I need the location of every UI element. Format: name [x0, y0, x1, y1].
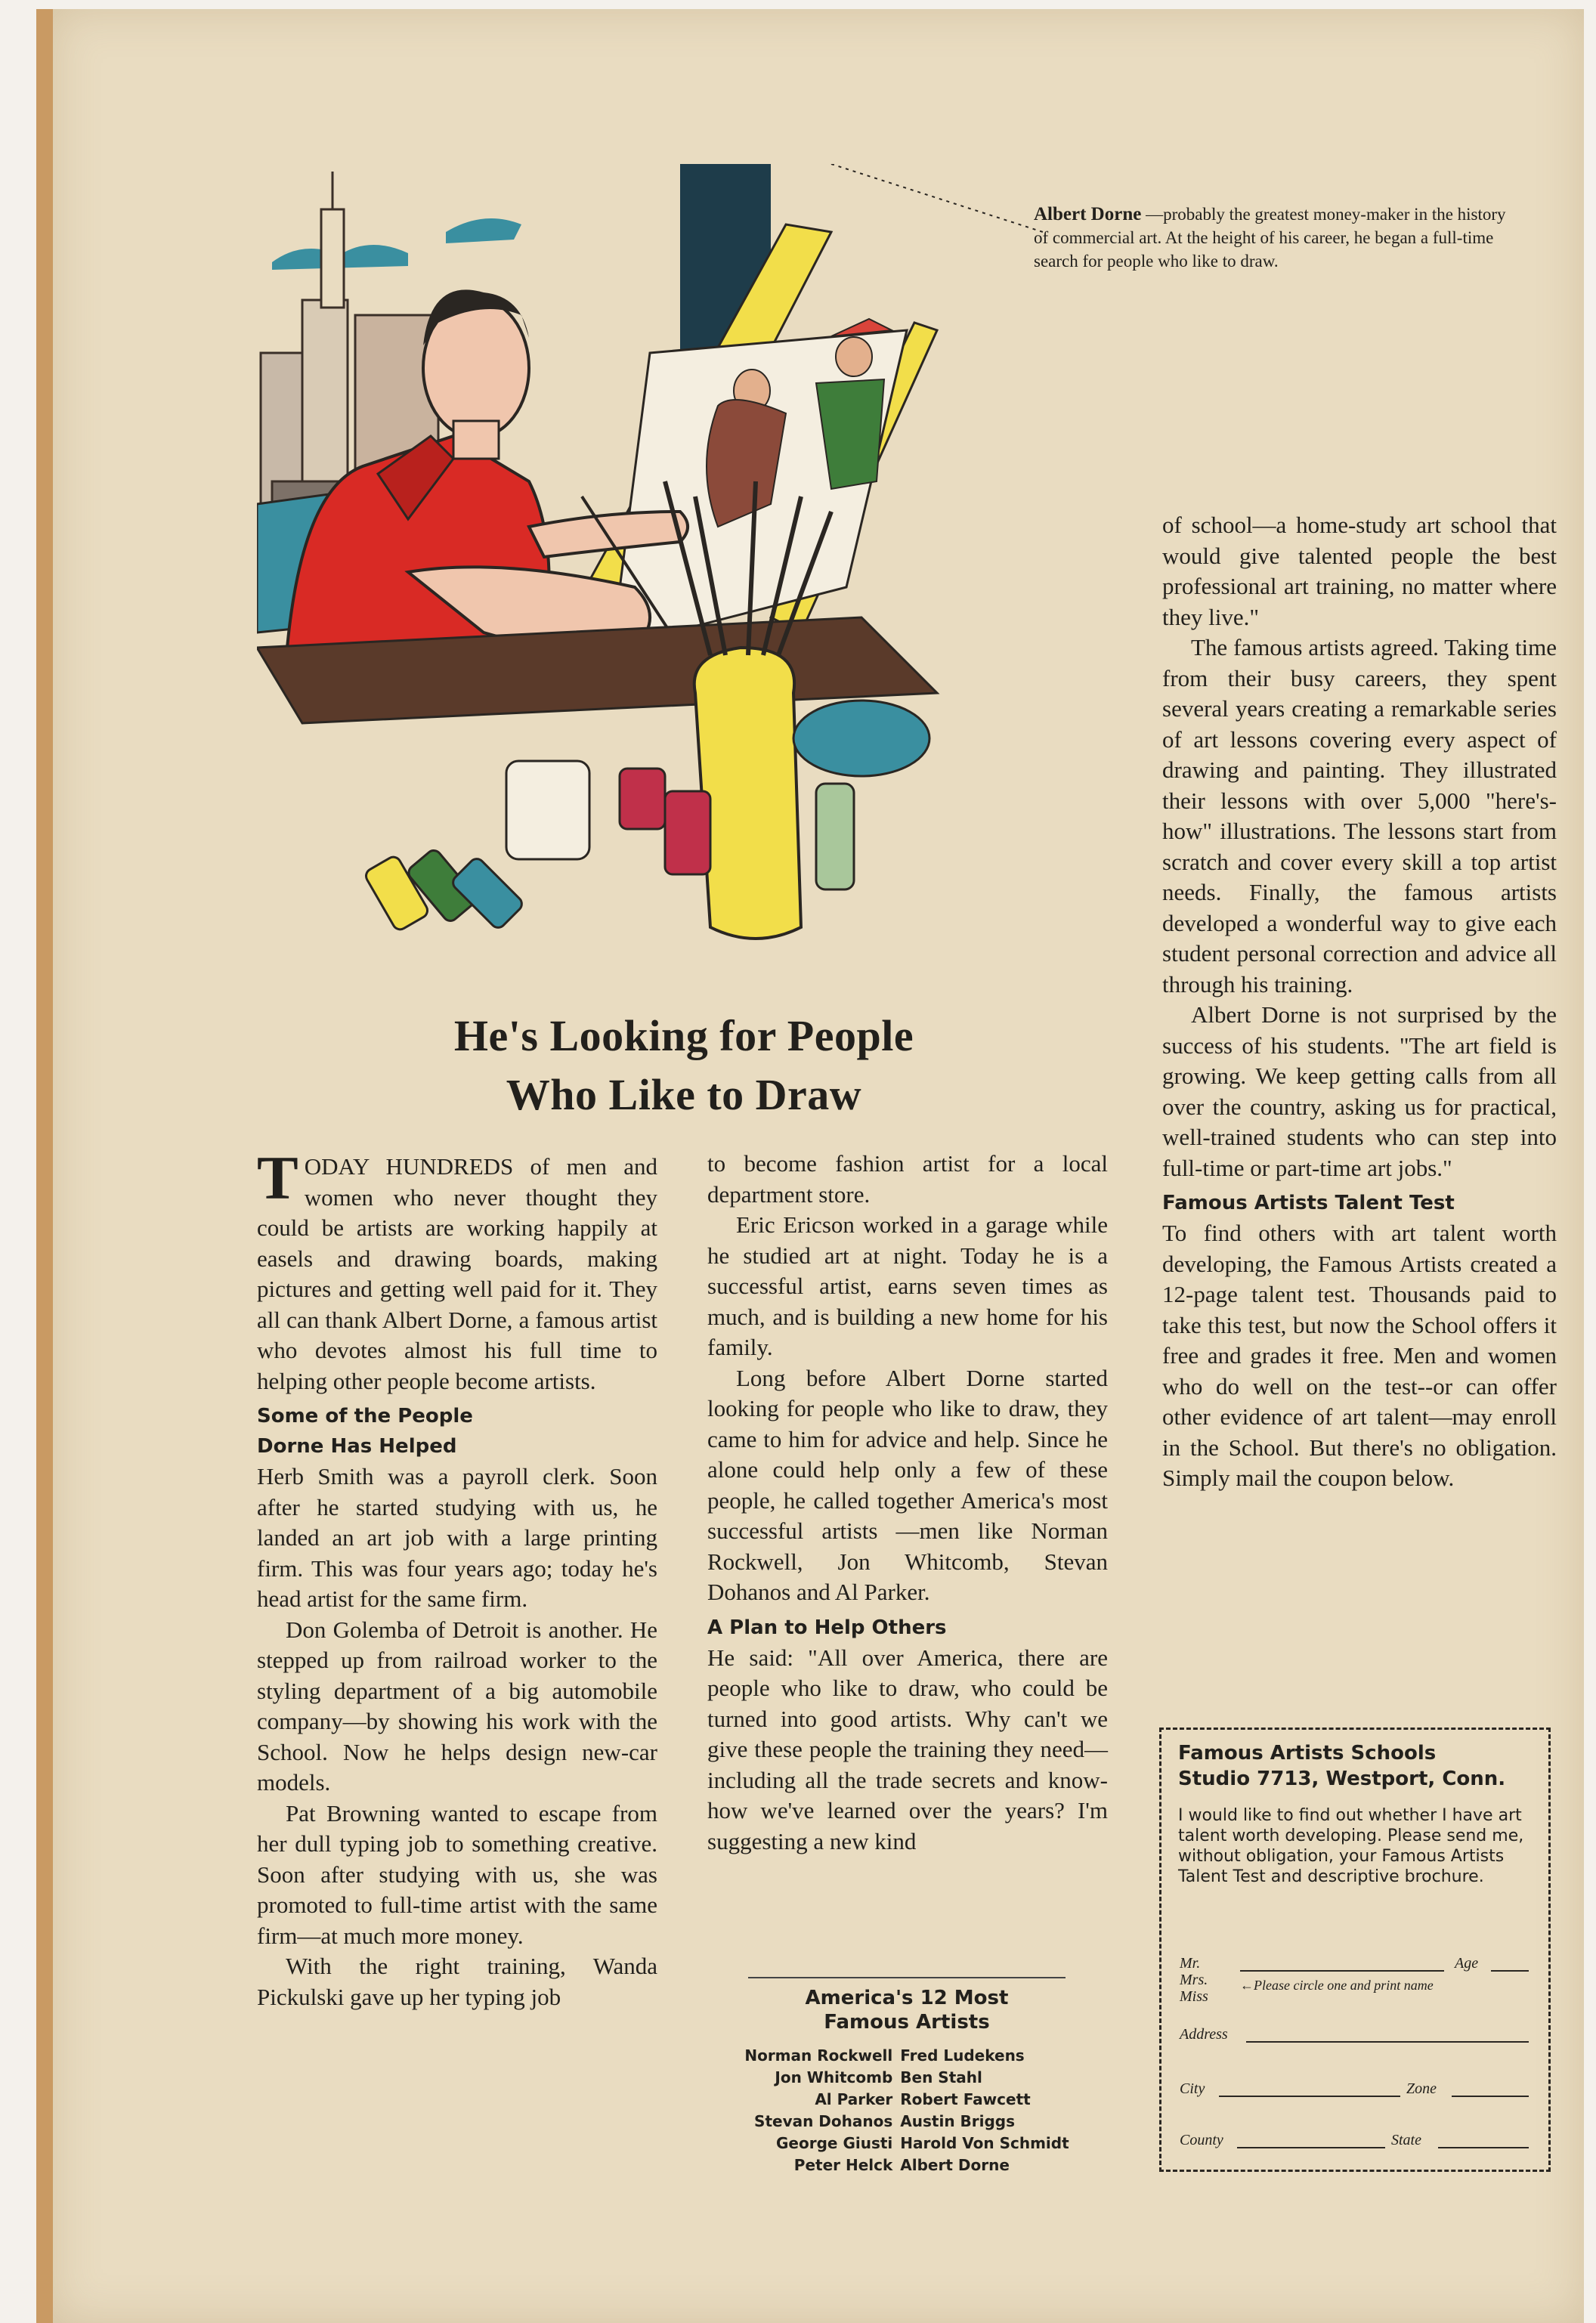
county-field[interactable]: [1237, 2147, 1385, 2148]
cloud-shape: [446, 218, 521, 243]
subhead-line-1: Some of the People: [257, 1405, 473, 1428]
artist-name: Al Parker: [815, 2090, 893, 2108]
intro-paragraph: [257, 1143, 657, 1397]
paragraph-wanda: With the right training, Wanda Pickulski gave up her typing job: [257, 1953, 657, 2010]
name-field[interactable]: [1240, 1970, 1444, 1972]
paint-supplies: [363, 701, 929, 932]
artist-name: George Giusti: [776, 2134, 893, 2152]
artist-row: [741, 2111, 1072, 2133]
address-label: Address: [1180, 2026, 1228, 2043]
state-field[interactable]: [1438, 2147, 1529, 2148]
title-options[interactable]: [1180, 1955, 1208, 2005]
coupon-studio-address: Studio 7713, Westport, Conn.: [1178, 1768, 1506, 1790]
article-column-3: [1162, 510, 1557, 1494]
coupon-body: I would like to find out whether I have art talent worth developing. Please send me, without obligation, your Famous Artists Talent Test and descriptive brochure.: [1178, 1806, 1524, 1886]
paragraph-long-before: Long before Albert Dorne started looking for people who like to draw, they came to him for advice and help. Since he alone could help only a few of these people, he called together America's most successful artists —men like Norman Rockwell, Jon Whitcomb, Stevan Dohanos and Al Parker.: [707, 1364, 1108, 1605]
artist-name: Harold Von Schmidt: [900, 2134, 1069, 2152]
artist-name: Stevan Dohanos: [754, 2112, 893, 2130]
paragraph-not-surprised: Albert Dorne is not surprised by the success of his students. "The art field is growing. We keep getting calls from all over the country, asking us for practical, well-trained students who can step into full-time or part-time art jobs.": [1162, 1001, 1557, 1181]
paragraph-of-school: of school—a home-study art school that would give talented people the best professional art training, no matter where they live.": [1162, 512, 1557, 630]
subhead-line-2: Dorne Has Helped: [257, 1435, 457, 1458]
artist-row: [741, 2067, 1072, 2089]
artist-name: Albert Dorne: [900, 2156, 1010, 2174]
artists-table: [741, 2045, 1072, 2176]
artist-row: [741, 2045, 1072, 2067]
paragraph-don-golemba: Don Golemba of Detroit is another. He stepped up from railroad worker to the styling department of a big automobile company—by showing his work with the School. Now he helps design new-car models.: [257, 1616, 657, 1796]
title-mr[interactable]: Mr.: [1180, 1955, 1201, 1972]
paragraph-talent-test: To find others with art talent worth developing, the Famous Artists created a 12-page talent test. Thousands paid to take this test, but now the School offers it free and grades it free. Men and women who do well on the test--or can offer other evidence of art talent—may enroll in the School. But there's no obligation. Simply mail the coupon below.: [1162, 1220, 1557, 1491]
subhead-plan: A Plan to Help Others: [707, 1616, 947, 1639]
city-label: City: [1180, 2080, 1205, 2097]
lead-words: ODAY HUNDREDS: [304, 1153, 514, 1180]
circle-note: ←Please circle one and print name: [1240, 1978, 1434, 1993]
paragraph-fashion: to become fashion artist for a local department store.: [707, 1150, 1108, 1208]
zone-field[interactable]: [1452, 2096, 1529, 2097]
artists-title-1: America's 12 Most: [805, 1987, 1009, 2009]
artist-row: [741, 2154, 1072, 2176]
artist-illustration: [257, 164, 1118, 1003]
zone-label: Zone: [1406, 2080, 1437, 2097]
paragraph-he-said: He said: "All over America, there are people who like to draw, who could be turned into good artists. Why can't we give these people the training they need—including all the trade secrets and know-how we've learned over the years? I'm suggesting a new kind: [707, 1644, 1108, 1854]
mail-coupon[interactable]: [1159, 1728, 1551, 2172]
artist-name: Robert Fawcett: [900, 2090, 1031, 2108]
artist-name: Fred Ludekens: [900, 2046, 1025, 2065]
coupon-school-name: Famous Artists Schools: [1178, 1742, 1437, 1765]
divider: [748, 1977, 1066, 1978]
paragraph-famous-artists-agreed: The famous artists agreed. Taking time from their busy careers, they spent several years creating a remarkable series of art lessons covering every aspect of drawing and painting. They illustrated their lessons with over 5,000 "here's-how" illustrations. The lessons start from scratch and cover every skill a top artist needs. Finally, the famous artists developed a wonderful way to give each student personal correction and advice all through his training.: [1162, 634, 1557, 998]
magazine-page: [36, 9, 1584, 2323]
caption-text: —probably the greatest money-maker in the history of commercial art. At the height of his career, he began a full-time search for people who like to draw.: [1034, 205, 1506, 271]
city-field[interactable]: [1219, 2096, 1400, 2097]
subhead-talent-test: Famous Artists Talent Test: [1162, 1192, 1455, 1214]
artists-title-2: Famous Artists: [824, 2011, 990, 2034]
address-field[interactable]: [1246, 2041, 1529, 2043]
state-label: State: [1391, 2132, 1421, 2148]
artist-name: Austin Briggs: [900, 2112, 1016, 2130]
artist-name: Jon Whitcomb: [775, 2068, 893, 2086]
famous-artists-list: [704, 1977, 1109, 2176]
article-column-2: [707, 1149, 1108, 1857]
headline-line-1: He's Looking for People: [453, 1011, 914, 1060]
illustration-caption: [1034, 203, 1517, 273]
caption-name: Albert Dorne: [1034, 204, 1142, 224]
paragraph-pat-browning: Pat Browning wanted to escape from her dull typing job to something creative. Soon after studying with us, she was promoted to full-time artist with the same firm—at much more money.: [257, 1799, 657, 1949]
article-column-1: [257, 1143, 657, 2012]
paragraph-herb-smith: Herb Smith was a payroll clerk. Soon after he started studying with us, he landed an art job with a large printing firm. This was four years ago; today he's head artist for the same firm.: [257, 1463, 657, 1612]
age-field[interactable]: [1491, 1970, 1529, 1972]
headline-line-2: Who Like to Draw: [506, 1070, 862, 1119]
artist-row: [741, 2133, 1072, 2154]
title-mrs[interactable]: Mrs.: [1180, 1972, 1208, 1988]
intro-text: of men and women who never thought they could be artists are working happily at easels and drawing boards, making pictures and getting well paid for it. They all can thank Albert Dorne, a famous artist who devotes almost his full time to helping other people become artists.: [257, 1153, 657, 1394]
artist-name: Ben Stahl: [900, 2068, 982, 2086]
headline: [302, 1007, 1066, 1124]
paragraph-eric-ericson: Eric Ericson worked in a garage while he studied art at night. Today he is a successful artist, earns seven times as much, and is building a new home for his family.: [707, 1211, 1108, 1360]
age-label: Age: [1455, 1955, 1479, 1972]
artist-row: [741, 2089, 1072, 2111]
drop-cap: T: [257, 1143, 298, 1212]
title-miss[interactable]: Miss: [1180, 1988, 1208, 2005]
county-label: County: [1180, 2132, 1223, 2148]
caption-pointer: [831, 164, 1043, 232]
artist-name: Peter Helck: [793, 2156, 893, 2174]
subhead-people: [257, 1401, 657, 1462]
artist-name: Norman Rockwell: [744, 2046, 893, 2065]
